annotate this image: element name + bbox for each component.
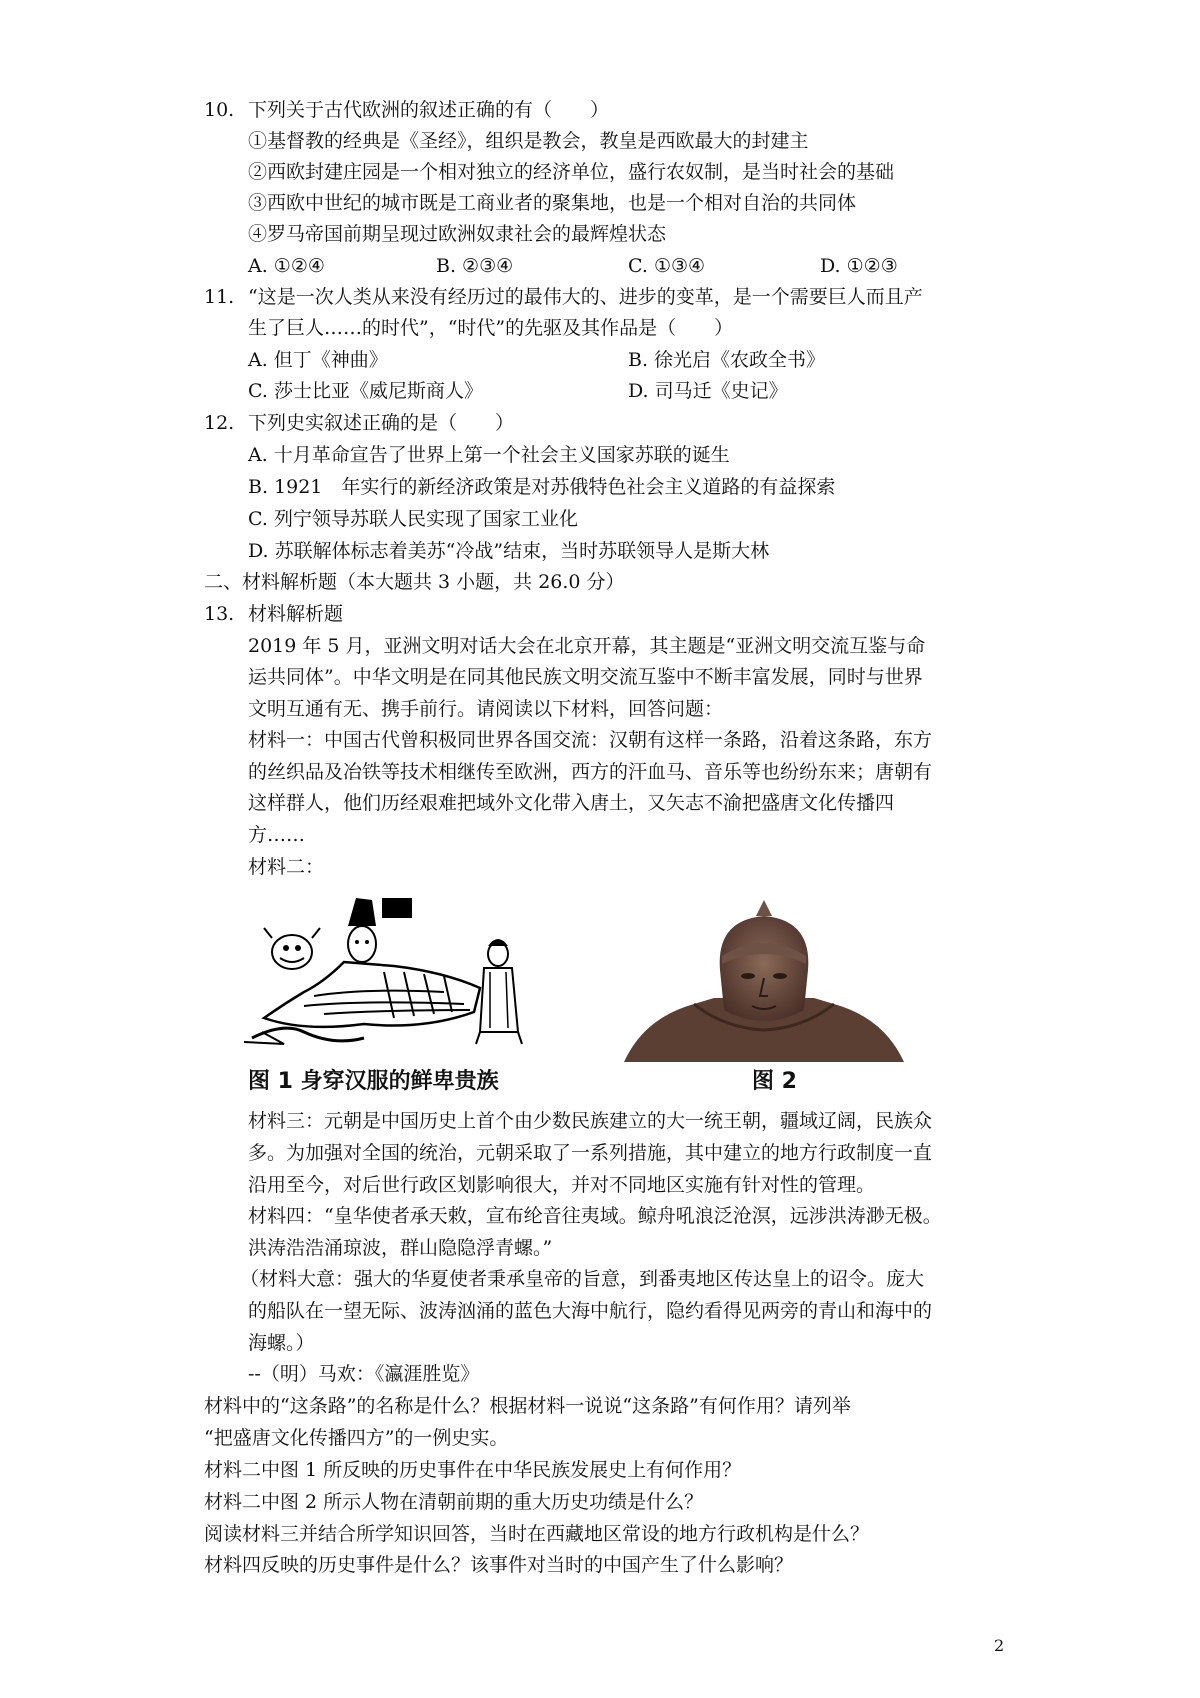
material-3-line-1: 材料三：元朝是中国历史上首个由少数民族建立的大一统王朝，疆域辽阔，民族众 xyxy=(248,1110,933,1132)
q10-item-2: ②西欧封建庄园是一个相对独立的经济单位，盛行农奴制，是当时社会的基础 xyxy=(248,161,895,183)
q10-number: 10. xyxy=(204,99,235,121)
q13-intro-line-1: 2019 年 5 月，亚洲文明对话大会在北京开幕，其主题是“亚洲文明交流互鉴与命 xyxy=(248,635,926,657)
q10-item-3: ③西欧中世纪的城市既是工商业者的聚集地，也是一个相对自治的共同体 xyxy=(248,192,857,214)
q10-option-c: C. ①③④ xyxy=(628,255,706,277)
statue-portrait xyxy=(624,900,904,1062)
q11-option-b: B. 徐光启《农政全书》 xyxy=(628,349,826,371)
material-3-line-2: 多。为加强对全国的统治，元朝采取了一系列措施，其中建立的地方行政制度一直 xyxy=(248,1142,933,1164)
material-2-label: 材料二： xyxy=(248,856,325,878)
q12-option-b: B. 1921 年实行的新经济政策是对苏俄特色社会主义道路的有益探索 xyxy=(248,476,836,498)
q12-number: 12. xyxy=(204,412,235,434)
q12-option-d: D. 苏联解体标志着美苏“冷战”结束，当时苏联领导人是斯大林 xyxy=(248,540,770,562)
material-4-line-1: 材料四：“皇华使者承天敕，宣布纶音往夷域。鲸舟吼浪泛沧溟，远涉洪涛渺无极。 xyxy=(248,1205,942,1227)
material-4-line-5: 海螺。） xyxy=(248,1332,315,1354)
material-1-line-3: 这样群人，他们历经艰难把域外文化带入唐土，又矢志不渝把盛唐文化传播四 xyxy=(248,792,895,814)
q13-question-4: 阅读材料三并结合所学知识回答，当时在西藏地区常设的地方行政机构是什么？ xyxy=(204,1523,870,1545)
q11-number: 11. xyxy=(204,286,235,308)
q13-question-3: 材料二中图 2 所示人物在清朝前期的重大历史功绩是什么？ xyxy=(204,1491,704,1513)
q10-option-b: B. ②③④ xyxy=(436,255,514,277)
material-1-line-1: 材料一：中国古代曾积极同世界各国交流：汉朝有这样一条路，沿着这条路，东方 xyxy=(248,729,933,751)
q11-stem-line-1: “这是一次人类从来没有经历过的最伟大的、进步的变革，是一个需要巨人而且产 xyxy=(248,286,923,308)
xianbei-noble-drawing xyxy=(244,892,534,1050)
page-number: 2 xyxy=(994,1636,1005,1655)
q11-stem-line-2: 生了巨人……的时代”，“时代”的先驱及其作品是（ ） xyxy=(248,317,734,339)
material-1-line-2: 的丝织品及冶铁等技术相继传至欧洲，西方的汗血马、音乐等也纷纷东来；唐朝有 xyxy=(248,761,933,783)
q10-stem: 下列关于古代欧洲的叙述正确的有（ ） xyxy=(248,99,610,121)
q10-option-a: A. ①②④ xyxy=(248,255,325,277)
section-2-title: 二、材料解析题（本大题共 3 小题，共 26.0 分） xyxy=(204,571,625,593)
figure-2-image xyxy=(624,900,904,1062)
q13-question-5: 材料四反映的历史事件是什么？该事件对当时的中国产生了什么影响？ xyxy=(204,1554,794,1576)
q13-question-1-line-2: “把盛唐文化传播四方”的一例史实。 xyxy=(204,1427,509,1449)
q12-option-c: C. 列宁领导苏联人民实现了国家工业化 xyxy=(248,508,578,530)
material-4-line-4: 的船队在一望无际、波涛汹涌的蓝色大海中航行，隐约看得见两旁的青山和海中的 xyxy=(248,1300,933,1322)
q12-stem: 下列史实叙述正确的是（ ） xyxy=(248,412,515,434)
q10-item-4: ④罗马帝国前期呈现过欧洲奴隶社会的最辉煌状态 xyxy=(248,223,667,245)
q11-option-a: A. 但丁《神曲》 xyxy=(248,349,388,371)
material-4-line-2: 洪涛浩浩涌琼波，群山隐隐浮青螺。” xyxy=(248,1237,553,1259)
material-3-line-3: 沿用至今，对后世行政区划影响很大，并对不同地区实施有针对性的管理。 xyxy=(248,1174,876,1196)
material-4-line-3: （材料大意：强大的华夏使者秉承皇帝的旨意，到番夷地区传达皇上的诏令。庞大 xyxy=(240,1268,925,1290)
q12-option-a: A. 十月革命宣告了世界上第一个社会主义国家苏联的诞生 xyxy=(248,444,730,466)
material-1-line-4: 方…… xyxy=(248,824,306,846)
q11-option-d: D. 司马迁《史记》 xyxy=(628,380,788,402)
q11-option-c: C. 莎士比亚《威尼斯商人》 xyxy=(248,380,483,402)
q13-title: 材料解析题 xyxy=(248,603,344,625)
q13-number: 13. xyxy=(204,603,235,625)
q13-question-1-line-1: 材料中的“这条路”的名称是什么？根据材料一说说“这条路”有何作用？请列举 xyxy=(204,1395,851,1417)
q13-question-2: 材料二中图 1 所反映的历史事件在中华民族发展史上有何作用？ xyxy=(204,1459,742,1481)
figure-1-caption: 图 1 身穿汉服的鲜卑贵族 xyxy=(248,1069,499,1094)
material-4-source: --（明）马欢：《瀛涯胜览》 xyxy=(248,1363,480,1385)
figure-2-caption: 图 2 xyxy=(752,1069,797,1094)
q10-item-1: ①基督教的经典是《圣经》，组织是教会，教皇是西欧最大的封建主 xyxy=(248,130,809,152)
q13-intro-line-2: 运共同体”。中华文明是在同其他民族文明交流互鉴中不断丰富发展，同时与世界 xyxy=(248,666,923,688)
q13-intro-line-3: 文明互通有无、携手前行。请阅读以下材料，回答问题： xyxy=(248,698,724,720)
figure-1-image xyxy=(244,892,534,1050)
q10-option-d: D. ①②③ xyxy=(820,255,898,277)
